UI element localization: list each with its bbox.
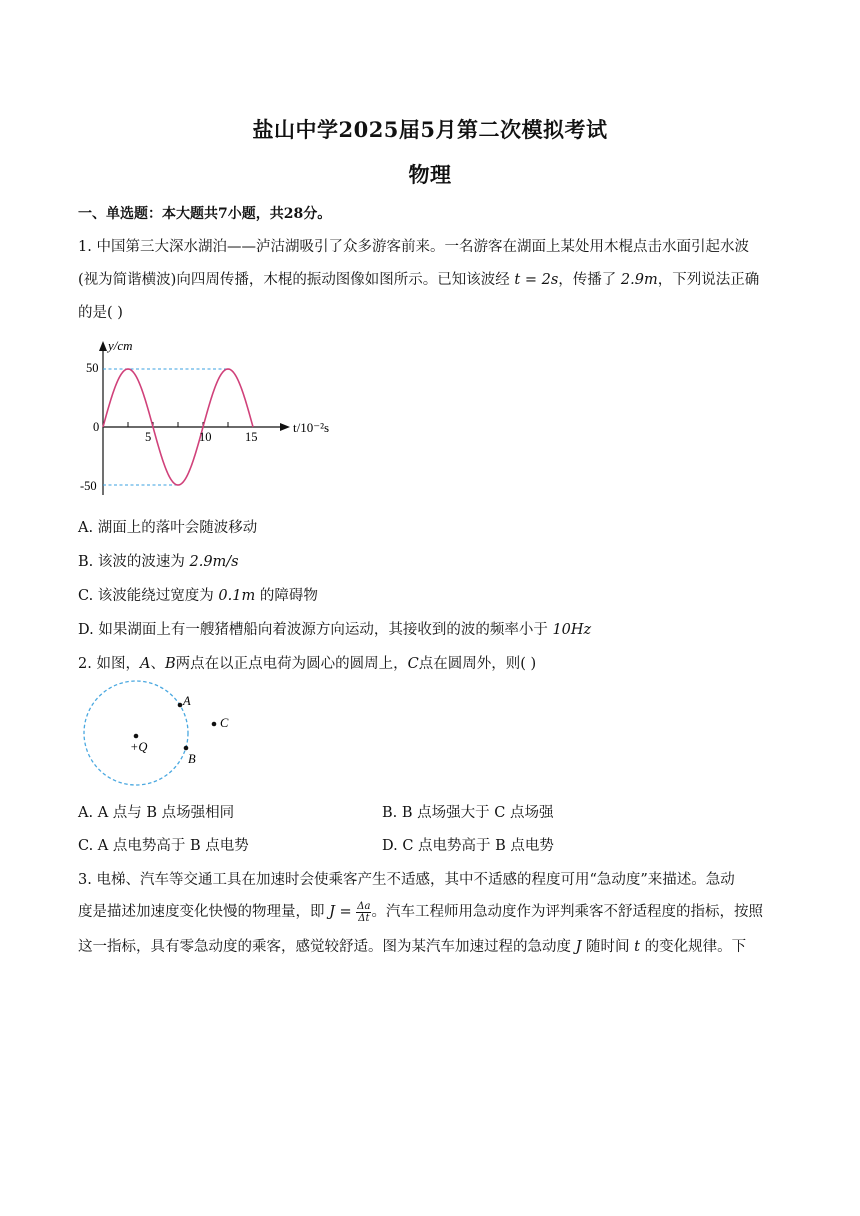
q1-option-d-math: 10Hz [552,622,592,638]
q1-time-value: t = 2s [514,272,559,288]
q1-line2 [78,268,759,289]
q1-line2-text-b: ，传播了 [558,272,617,288]
x-tick-10: 10 [199,430,212,444]
charge-q-dot [134,734,139,739]
q2-stem-sep: 、 [150,656,165,672]
x-axis-arrow [280,423,290,431]
y-axis-arrow [99,341,107,351]
q1-line2-text-a: (视为简谐横波)向四周传播，木棍的振动图像如图所示。已知该波经 [78,272,510,288]
subject-title: 物理 [408,162,452,187]
y-axis-label: y/cm [108,338,133,353]
q3-line3 [78,935,746,956]
q3-line1: 3. 电梯、汽车等交通工具在加速时会使乘客产生不适感，其中不适感的程度可用“急动度”来描述。急动 [78,872,735,888]
q2-option-c: C. A 点电势高于 B 点电势 [78,838,249,854]
x-tick-15: 15 [245,430,258,444]
section-heading: 一、单选题：本大题共7小题，共28分。 [78,206,332,222]
q1-option-d-text: D. 如果湖面上有一艘猪槽船向着波源方向运动，其接收到的波的频率小于 [78,622,548,638]
charge-circle-figure [78,678,248,788]
q2-stem-point-a: A [139,656,151,672]
q1-option-c-text: C. 该波能绕过宽度为 [78,588,214,604]
q2-stem [78,652,536,673]
q3-line2 [78,900,763,924]
q1-option-c-math: 0.1m [218,588,256,604]
y-tick-0: 0 [93,420,100,434]
q2-stem-a: 2. 如图， [78,656,140,672]
q3-line3-tail: 的变化规律。下 [644,939,747,955]
q2-stem-b: 两点在以正点电荷为圆心的圆周上， [175,656,408,672]
y-tick-50: 50 [86,361,99,375]
point-a-dot [178,703,183,708]
graph-axes [99,341,290,495]
exam-title: 盐山中学2025届5月第二次模拟考试 [252,117,608,142]
q1-option-b-math: 2.9m/s [189,554,239,570]
point-c-label: C [220,716,229,730]
q3-line2-text-a: 度是描述加速度变化快慢的物理量，即 [78,904,325,920]
q1-line2-text-c: ，下列说法正确 [657,272,760,288]
q3-formula-fraction [356,901,371,924]
point-c-dot [212,722,217,727]
vibration-graph [78,333,358,503]
q1-option-a: A. 湖面上的落叶会随波移动 [78,520,258,536]
q3-symbol-t: t [634,939,640,955]
q1-option-b-text: B. 该波的波速为 [78,554,185,570]
fraction-denominator: Δt [358,912,370,924]
q1-option-d [78,618,591,639]
point-b-dot [184,746,189,751]
point-a-label: A [183,694,191,708]
q1-option-c [78,584,318,605]
x-tick-5: 5 [145,430,152,444]
q1-option-b [78,550,239,571]
equipotential-circle [84,681,188,785]
x-axis-label: t/10⁻²s [293,420,330,435]
q2-stem-point-c: C [407,656,419,672]
q2-stem-point-b: B [164,656,176,672]
q3-symbol-j: J [575,939,582,955]
y-tick-neg50: -50 [80,479,97,493]
q1-option-c-tail: 的障碍物 [259,588,318,604]
q3-line2-text-b: 。汽车工程师用急动度作为评判乘客不舒适程度的指标，按照 [371,904,763,920]
point-b-label: B [188,752,196,766]
fraction-numerator: Δa [357,900,371,912]
q2-option-b: B. B 点场强大于 C 点场强 [382,805,554,821]
q1-distance-value: 2.9m [620,272,658,288]
q1-line3: 的是( ) [78,305,123,321]
q1-line1: 1. 中国第三大深水湖泊——泸沽湖吸引了众多游客前来。一名游客在湖面上某处用木棍点击水面引起水波 [78,239,749,255]
q2-option-d: D. C 点电势高于 B 点电势 [382,838,554,854]
q2-stem-c: 点在圆周外，则( ) [418,656,537,672]
charge-q-label: +Q [130,740,148,754]
q2-option-a: A. A 点与 B 点场强相同 [78,805,235,821]
q3-line3-mid: 随时间 [586,939,630,955]
q3-formula-j: J = [329,904,352,920]
q3-line3-text: 这一指标，具有零急动度的乘客，感觉较舒适。图为某汽车加速过程的急动度 [78,939,571,955]
